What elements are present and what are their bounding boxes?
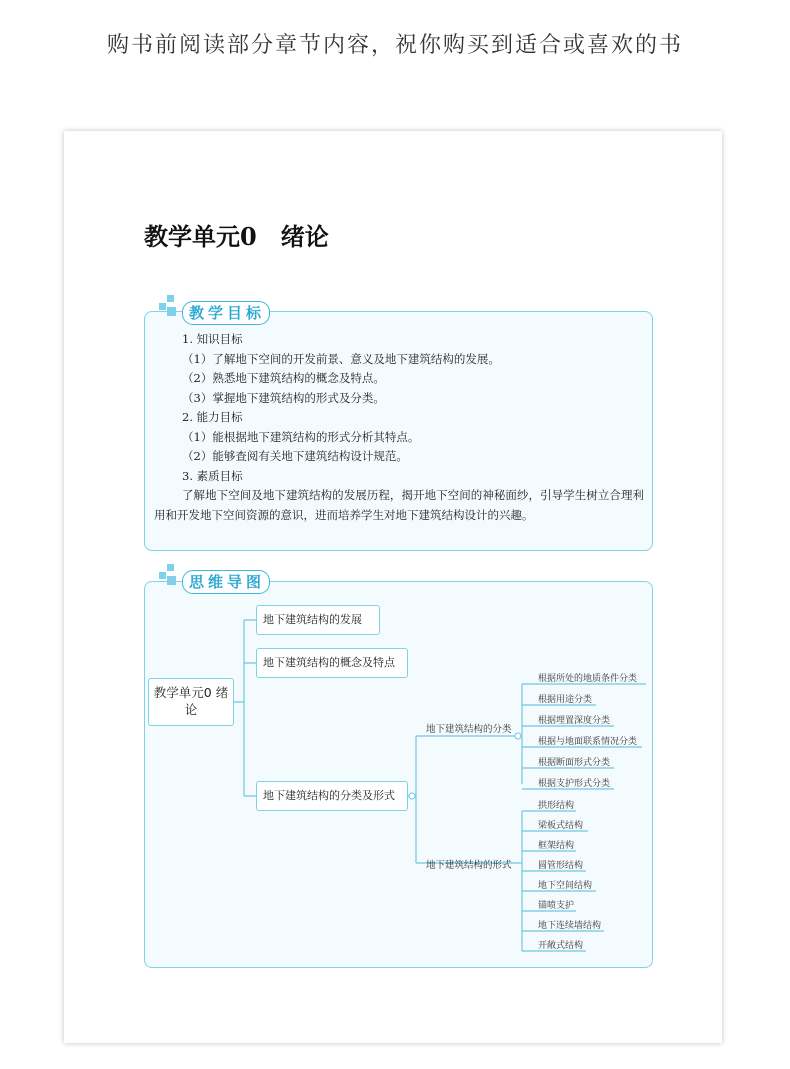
mindmap-leaf: 锚喷支护 (538, 901, 575, 911)
objective-line: （1）能根据地下建筑结构的形式分析其特点。 (182, 429, 420, 444)
objective-line: （3）掌握地下建筑结构的形式及分类。 (182, 390, 385, 405)
unit-title: 教学单元0 绪论 (144, 222, 329, 251)
preview-banner: 购书前阅读部分章节内容，祝你购买到适合或喜欢的书 (106, 33, 683, 58)
objective-line: （2）熟悉地下建筑结构的概念及特点。 (182, 371, 385, 385)
objective-line: 2. 能力目标 (182, 410, 243, 424)
objective-line: （1）了解地下空间的开发前景、意义及地下建筑结构的发展。 (182, 351, 500, 366)
mindmap-connectors (64, 131, 722, 1043)
mindmap-branch: 地下建筑结构的概念及特点 (256, 648, 408, 678)
objective-line: 1. 知识目标 (182, 332, 243, 346)
mindmap-tag: 思维导图 (182, 570, 270, 594)
mindmap-leaf: 根据用途分类 (538, 695, 593, 705)
objective-line: 3. 素质目标 (182, 468, 243, 483)
mindmap-root: 教学单元0 绪论 (148, 678, 234, 726)
mindmap-leaf: 根据与地面联系情况分类 (538, 737, 638, 747)
mindmap-leaf: 梁板式结构 (538, 821, 584, 831)
mindmap-leaf: 圆管形结构 (538, 861, 584, 871)
mindmap-subbranch: 地下建筑结构的分类 (426, 724, 512, 735)
objective-line: （2）能够查阅有关地下建筑结构设计规范。 (182, 449, 408, 463)
book-page (64, 131, 722, 1043)
mindmap-leaf: 根据断面形式分类 (538, 758, 611, 768)
mindmap-leaf: 框架结构 (538, 841, 575, 851)
mindmap-leaf: 根据埋置深度分类 (538, 716, 611, 726)
mindmap-leaf: 根据所处的地质条件分类 (538, 674, 638, 684)
mindmap-branch: 地下建筑结构的分类及形式 (256, 781, 408, 811)
objectives-tag: 教学目标 (182, 301, 270, 325)
mindmap-leaf: 根据支护形式分类 (538, 779, 611, 789)
mindmap-branch: 地下建筑结构的发展 (256, 605, 380, 635)
objective-paragraph: 了解地下空间及地下建筑结构的发展历程，揭开地下空间的神秘面纱，引导学生树立合理利用和开发地下空间资源的意识，进而培养学生对地下建筑结构设计的兴趣。 (154, 488, 644, 522)
mindmap-leaf: 开敞式结构 (538, 941, 584, 951)
mindmap-leaf: 地下连续墙结构 (538, 921, 602, 931)
mindmap-subbranch: 地下建筑结构的形式 (426, 860, 512, 871)
mindmap-leaf: 地下空间结构 (538, 881, 593, 891)
mindmap-leaf: 拱形结构 (538, 801, 575, 811)
